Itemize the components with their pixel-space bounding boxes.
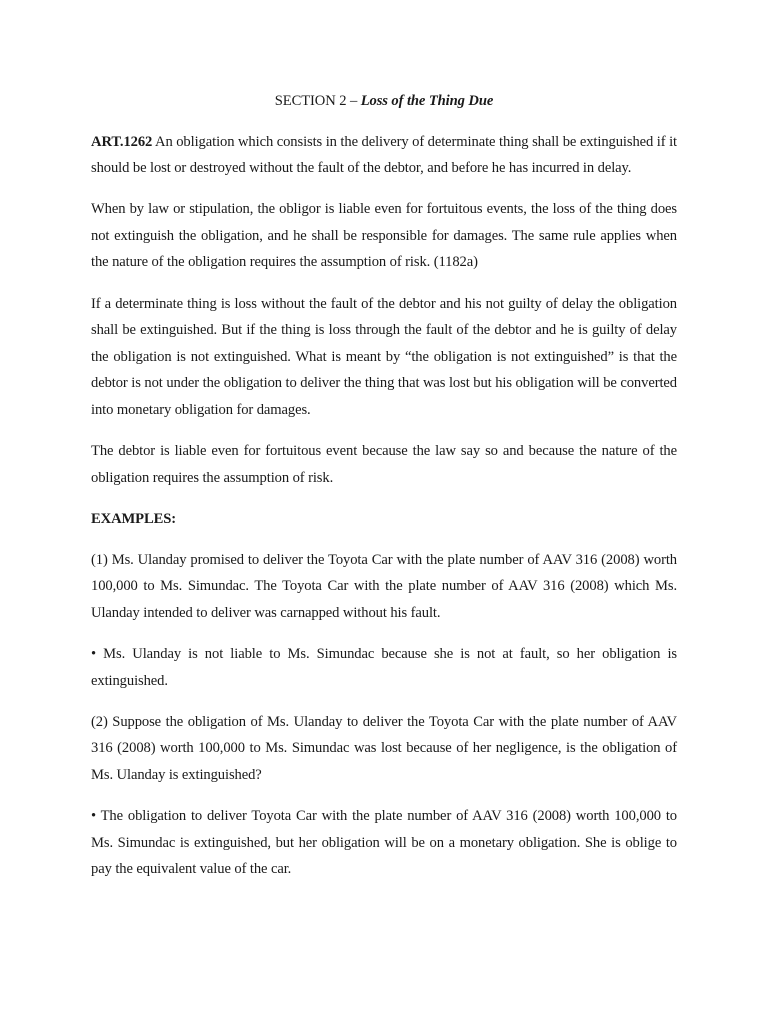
section-dash: –	[346, 93, 361, 109]
examples-heading: EXAMPLES:	[91, 510, 177, 527]
example-paragraph: (1) Ms. Ulanday promised to deliver the Toyota Car with the plate number of AAV 316 (2008) worth 100,000 to Ms. Simundac. The Toyota Car with the plate number of AAV 316 (2008) which Ms. Ulanday intended to deliver was carnapped without his fault.	[91, 551, 677, 621]
section-heading	[91, 88, 677, 115]
example-paragraph: (2) Suppose the obligation of Ms. Ulanday to deliver the Toyota Car with the plate number of AAV 316 (2008) worth 100,000 to Ms. Simundac was lost because of her negligence, is the obligation of Ms. Ulanday is extinguished?	[91, 713, 677, 783]
article-paragraph	[91, 129, 677, 182]
body-paragraph: When by law or stipulation, the obligor is liable even for fortuitous events, the loss of the thing does not extinguish the obligation, and he shall be responsible for damages. The same rule applies when the nature of the obligation requires the assumption of risk. (1182a)	[91, 201, 677, 271]
section-label: SECTION 2	[274, 93, 347, 109]
section-title: Loss of the Thing Due	[360, 93, 494, 109]
example-answer: • Ms. Ulanday is not liable to Ms. Simundac because she is not at fault, so her obligation is extinguished.	[91, 646, 677, 689]
document-page	[91, 88, 677, 897]
example-answer: • The obligation to deliver Toyota Car with the plate number of AAV 316 (2008) worth 100,000 to Ms. Simundac is extinguished, but her obligation will be on a monetary obligation. She is oblige to pay the equivalent value of the car.	[91, 808, 677, 878]
body-paragraph: If a determinate thing is loss without the fault of the debtor and his not guilty of delay the obligation shall be extinguished. But if the thing is loss through the fault of the debtor and he is guilty of delay the obligation is not extinguished. What is meant by “the obligation is not extinguished” is that the debtor is not under the obligation to deliver the thing that was lost but his obligation will be converted into monetary obligation for damages.	[91, 295, 677, 418]
article-label: ART.1262	[91, 133, 153, 150]
article-text: An obligation which consists in the delivery of determinate thing shall be extinguished if it should be lost or destroyed without the fault of the debtor, and before he has incurred in delay.	[91, 133, 677, 177]
body-paragraph: The debtor is liable even for fortuitous event because the law say so and because the nature of the obligation requires the assumption of risk.	[91, 443, 677, 486]
